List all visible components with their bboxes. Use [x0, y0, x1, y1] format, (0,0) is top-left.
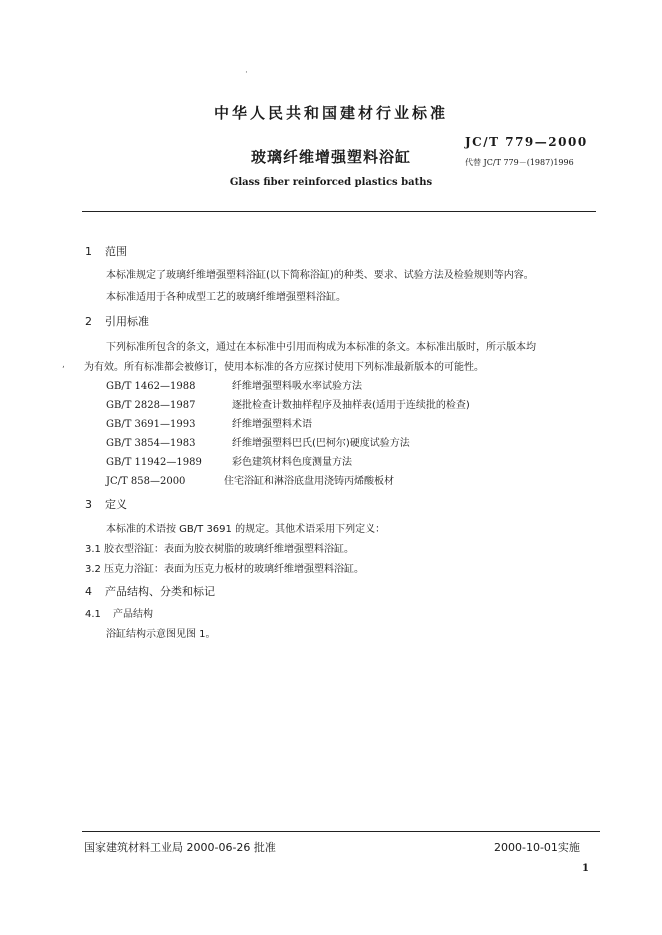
page-number: 1 [582, 863, 589, 874]
definition-number: 3.1 [85, 544, 101, 555]
reference-item [106, 472, 394, 487]
reference-code: GB/T 3691—1993 [106, 419, 196, 430]
subsection-title: 产品结构 [113, 609, 153, 620]
definition-text: 压克力浴缸：表面为压克力板材的玻璃纤维增强塑料浴缸。 [104, 564, 364, 575]
standard-code: JC/T 779—2000 [465, 135, 588, 149]
section-heading-scope [85, 243, 127, 259]
product-paragraph: 浴缸结构示意图见图 1。 [106, 629, 216, 640]
section-number: 2 [85, 315, 92, 328]
reference-item [106, 434, 410, 449]
reference-code: GB/T 2828—1987 [106, 400, 196, 411]
definition-number: 3.2 [85, 564, 101, 575]
scope-paragraph: 本标准规定了玻璃纤维增强塑料浴缸(以下简称浴缸)的种类、要求、试验方法及检验规则等内容。 [106, 270, 534, 281]
effective-date: 2000-10-01实施 [494, 841, 580, 854]
replaces-standard: 代替 JC/T 779－(1987)1996 [465, 158, 574, 167]
reference-item [106, 377, 362, 392]
reference-code: GB/T 3854—1983 [106, 438, 196, 449]
reference-item [106, 453, 352, 468]
scan-speck: , [62, 360, 65, 370]
references-intro: 下列标准所包含的条文，通过在本标准中引用而构成为本标准的条文。本标准出版时，所示版本均 [106, 342, 536, 353]
document-title-en: Glass fiber reinforced plastics baths [229, 177, 433, 188]
issuing-organization: 中华人民共和国建材行业标准 [213, 104, 448, 122]
reference-name: 逐批检查计数抽样程序及抽样表(适用于连续批的检查) [232, 400, 470, 411]
header-divider [82, 211, 596, 212]
document-title-cn: 玻璃纤维增强塑料浴缸 [250, 148, 411, 166]
section-title: 引用标准 [105, 315, 149, 328]
section-heading-product [85, 583, 215, 599]
section-title: 定义 [105, 498, 127, 511]
references-intro: 为有效。所有标准都会被修订，使用本标准的各方应探讨使用下列标准最新版本的可能性。 [84, 362, 484, 373]
definitions-intro: 本标准的术语按 GB/T 3691 的规定。其他术语采用下列定义： [106, 524, 386, 535]
footer-divider [82, 831, 600, 832]
section-number: 4 [85, 585, 92, 598]
reference-name: 纤维增强塑料术语 [232, 419, 312, 430]
section-title: 范围 [105, 245, 127, 258]
reference-name: 彩色建筑材料色度测量方法 [232, 457, 352, 468]
scope-paragraph: 本标准适用于各种成型工艺的玻璃纤维增强塑料浴缸。 [106, 292, 346, 303]
section-heading-references [85, 313, 149, 329]
section-title: 产品结构、分类和标记 [105, 585, 215, 598]
scan-speck: · [245, 68, 248, 78]
definition-text: 胶衣型浴缸：表面为胶衣树脂的玻璃纤维增强塑料浴缸。 [104, 544, 354, 555]
section-number: 1 [85, 245, 92, 258]
reference-code: JC/T 858—2000 [106, 476, 186, 487]
reference-code: GB/T 1462—1988 [106, 381, 196, 392]
definition-item [85, 540, 354, 555]
definition-item [85, 560, 364, 575]
section-number: 3 [85, 498, 92, 511]
subsection-number: 4.1 [85, 609, 101, 620]
reference-code: GB/T 11942—1989 [106, 457, 202, 468]
reference-name: 纤维增强塑料吸水率试验方法 [232, 381, 362, 392]
approval-line: 国家建筑材料工业局 2000-06-26 批准 [84, 841, 276, 854]
section-heading-definitions [85, 496, 127, 512]
reference-item [106, 415, 312, 430]
reference-name: 住宅浴缸和淋浴底盘用浇铸丙烯酸板材 [224, 476, 394, 487]
reference-name: 纤维增强塑料巴氏(巴柯尔)硬度试验方法 [232, 438, 410, 449]
reference-item [106, 396, 470, 411]
subsection-heading [85, 605, 153, 620]
